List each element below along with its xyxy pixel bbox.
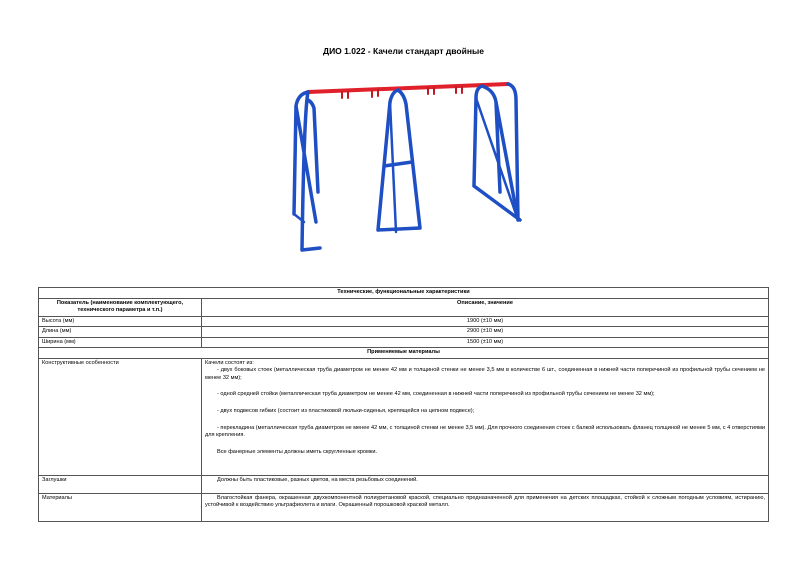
- table-row: [39, 475, 769, 493]
- table-row: [39, 327, 769, 338]
- page-title: ДИО 1.022 - Качели стандарт двойные: [323, 46, 484, 56]
- row-label: Ширина (мм): [39, 337, 202, 348]
- construct-item: - двух боковых стоек (металлическая труба диаметром не менее 42 мм и толщиной стенки не менее 3,5 мм в количестве 6 шт., соединенная в нижней части поперечиной из профильной трубы сечением не менее 32 мм);: [205, 367, 765, 381]
- construct-intro: Качели состоят из:: [205, 359, 254, 366]
- row-label: Длина (мм): [39, 327, 202, 338]
- row-label: Материалы: [39, 493, 202, 521]
- column-header-desc: Описание, значение: [202, 298, 769, 316]
- row-label: Заглушки: [39, 475, 202, 493]
- row-label: Высота (мм): [39, 316, 202, 327]
- construct-item: - перекладина (металлическая труба диаметром не менее 42 мм, с толщиной стенки не менее 3,5 мм). Для прочного соединения стоек с балкой использовать фланец толщиной не менее 5 мм, с 4 отверстиями для крепления.: [205, 424, 765, 439]
- table-row: [39, 493, 769, 521]
- row-label: Конструктивные особенности: [39, 358, 202, 475]
- section-row: [39, 348, 769, 359]
- column-header-param: Показатель (наименование комплектующего, технического параметра и т.п.): [39, 298, 202, 316]
- construct-description: [202, 358, 769, 475]
- swing-illustration: [280, 72, 530, 254]
- swing-middle-frame: [378, 90, 420, 230]
- spec-table: [38, 287, 769, 522]
- row-value: 1900 (±10 мм): [202, 316, 769, 327]
- section-tech-header: Технические, функциональные характеристики: [39, 288, 769, 299]
- table-row: [39, 316, 769, 327]
- plugs-description: Должны быть пластиковые, разных цветов, на места резьбовых соединений.: [202, 475, 769, 493]
- table-row: [39, 358, 769, 475]
- construct-item: - двух подвесов гибких (состоит из пластиковой люльки-сиденья, крепящейся на цепном подвесе);: [217, 408, 475, 415]
- header-row: [39, 298, 769, 316]
- materials-description: Влагостойкая фанера, окрашенная двухкомпонентной полиуретановой краской, специально предназначенной для применения на детских площадках, стойкой к сложным погодным условиям, истиранию, устойчивой к воздействию ультрафиолета и влаги. Окрашенный порошковой краской металл.: [202, 493, 769, 521]
- swing-left-frame: [294, 92, 320, 250]
- table-row: [39, 337, 769, 348]
- section-row: [39, 288, 769, 299]
- construct-item: - одной средней стойки (металлическая труба диаметром не менее 42 мм, соединенная в нижней части поперечиной из профильной трубы сечением не менее 32 мм);: [217, 391, 655, 398]
- row-value: 1500 (±10 мм): [202, 337, 769, 348]
- construct-note: Все фанерные элементы должны иметь скругленные кромки.: [217, 448, 378, 455]
- swing-right-frame: [474, 84, 520, 220]
- row-value: 2900 (±10 мм): [202, 327, 769, 338]
- section-materials-header: Применяемые материалы: [39, 348, 769, 359]
